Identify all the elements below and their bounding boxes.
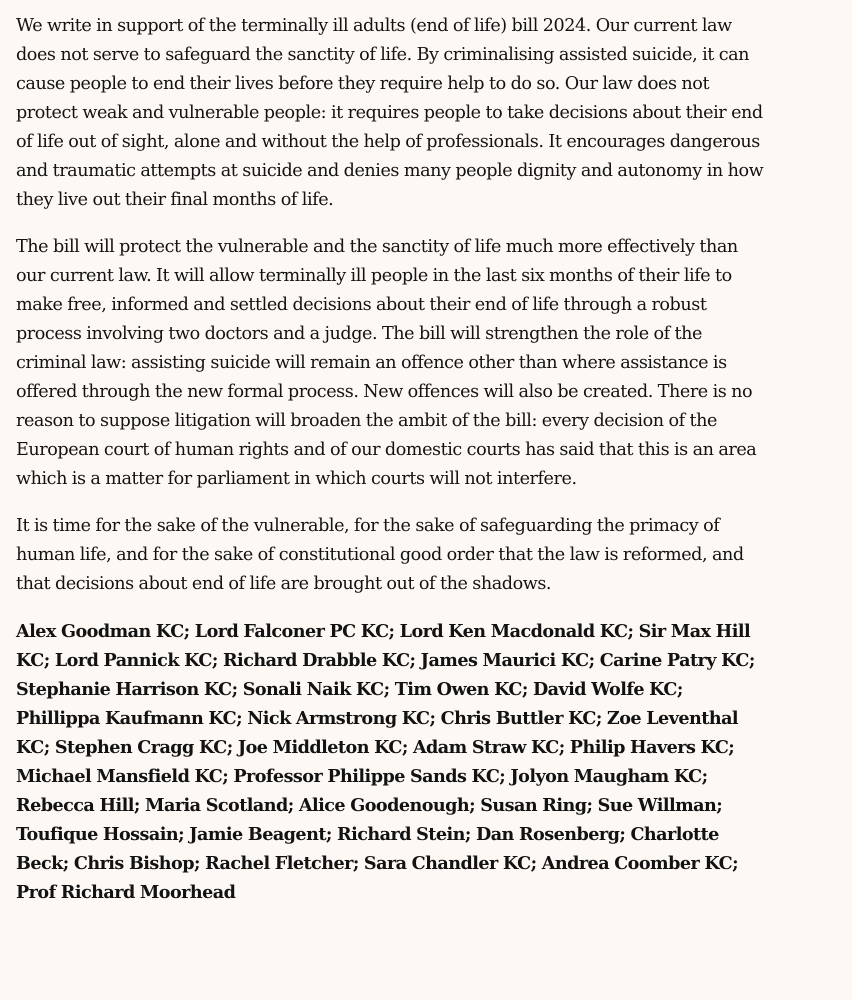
paragraph-3: It is time for the sake of the vulnerable, for the sake of safeguarding the primacy of human life, and for the sake of constitutional good order that the law is reformed, and that decisions about end of life are brought out of the shadows. xyxy=(16,516,744,594)
paragraph-2: The bill will protect the vulnerable and the sanctity of life much more effectively than our current law. It will allow terminally ill people in the last six months of their life to make free, informed and settled decisions about their end of life through a robust process involving two doctors and a judge. The bill will strengthen the role of the criminal law: assisting suicide will remain an offence other than where assistance is offered through the new formal process. New offences will also be created. There is no reason to suppose litigation will broaden the ambit of the bill: every decision of the European court of human rights and of our domestic courts has said that this is an area which is a matter for parliament in which courts will not interfere. xyxy=(16,237,757,489)
signatories-list: Alex Goodman KC; Lord Falconer PC KC; Lord Ken Macdonald KC; Sir Max Hill KC; Lord Pannick KC; Richard Drabble KC; James Maurici KC; Carine Patry KC; Stephanie Harrison KC; Sonali Naik KC; Tim Owen KC; David Wolfe KC; Phillippa Kaufmann KC; Nick Armstrong KC; Chris Buttler KC; Zoe Leventhal KC; Stephen Cragg KC; Joe Middleton KC; Adam Straw KC; Philip Havers KC; Michael Mansfield KC; Professor Philippe Sands KC; Jolyon Maugham KC; Rebecca Hill; Maria Scotland; Alice Goodenough; Susan Ring; Sue Willman; Toufique Hossain; Jamie Beagent; Richard Stein; Dan Rosenberg; Charlotte Beck; Chris Bishop; Rachel Fletcher; Sara Chandler KC; Andrea Coomber KC; Prof Richard Moorhead xyxy=(16,621,755,903)
letter-body xyxy=(16,12,768,907)
paragraph-1: We write in support of the terminally ill adults (end of life) bill 2024. Our current law does not serve to safeguard the sanctity of life. By criminalising assisted suicide, it can cause people to end their lives before they require help to do so. Our law does not protect weak and vulnerable people: it requires people to take decisions about their end of life out of sight, alone and without the help of professionals. It encourages dangerous and traumatic attempts at suicide and denies many people dignity and autonomy in how they live out their final months of life. xyxy=(16,16,764,210)
